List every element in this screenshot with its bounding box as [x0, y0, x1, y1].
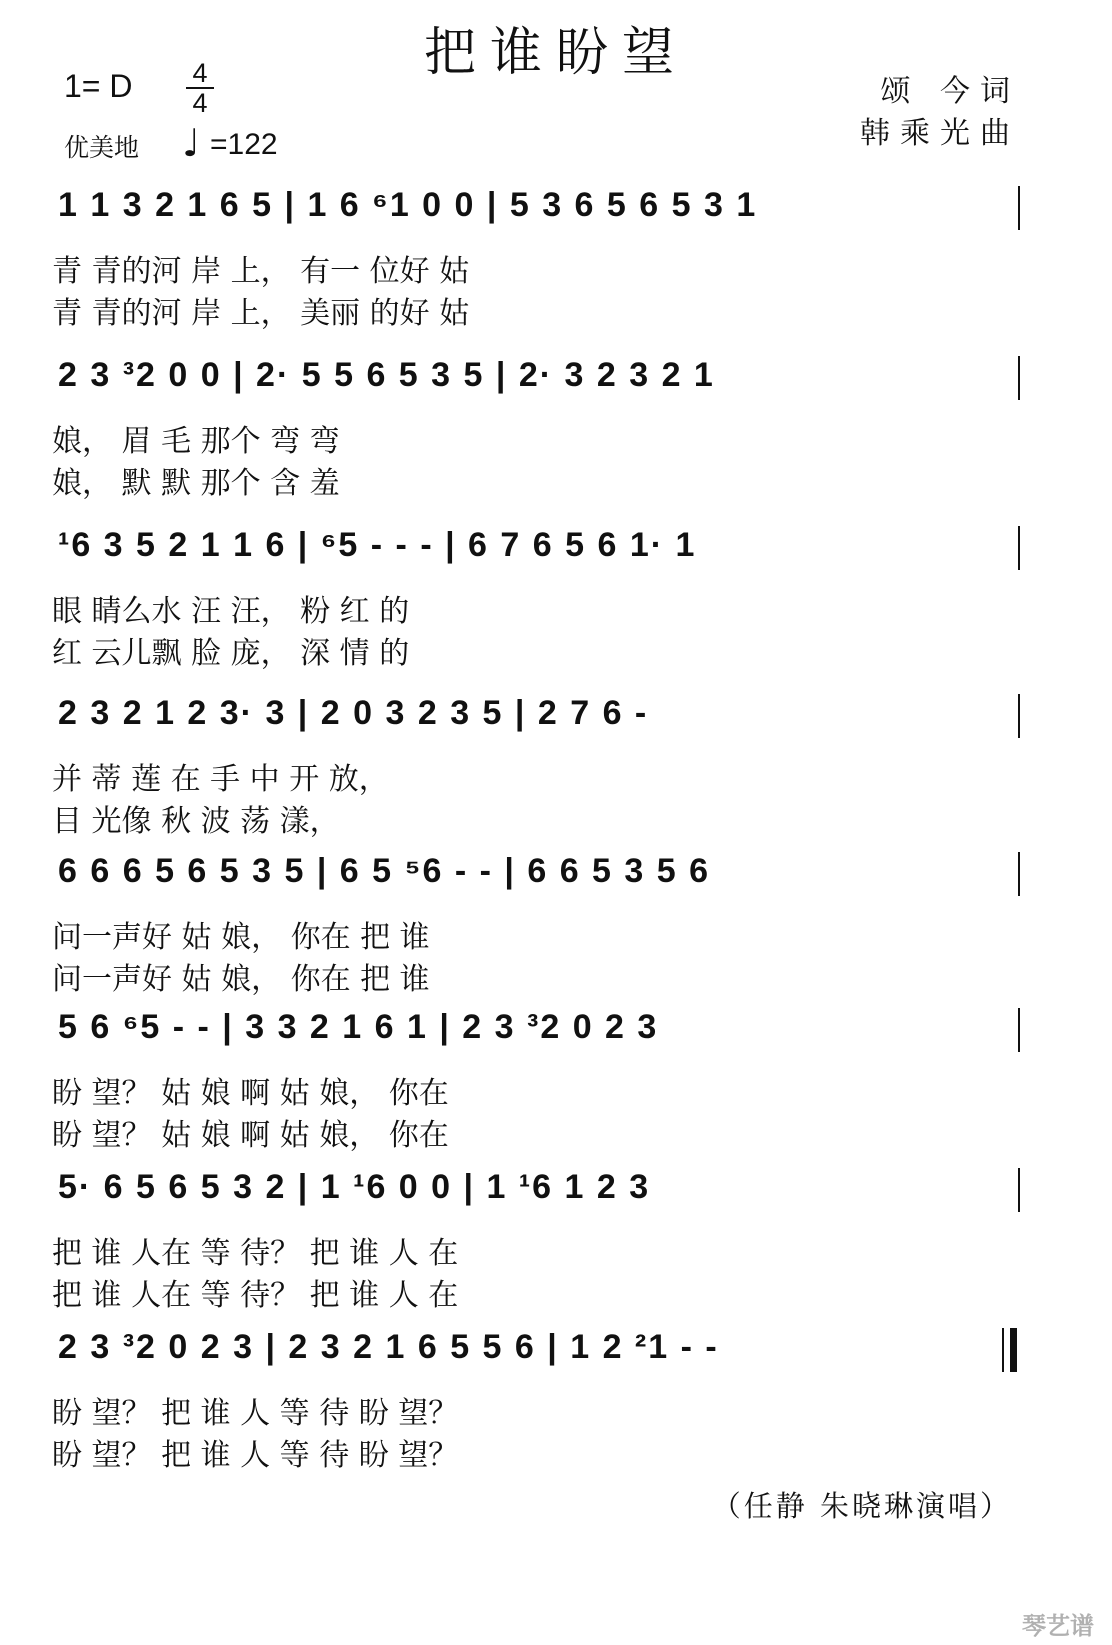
- lyrics-verse-1: 盼 望？ 姑 娘 啊 姑 娘， 你在: [52, 1076, 449, 1111]
- barline: [1018, 1008, 1020, 1052]
- time-bottom: 4: [192, 88, 208, 118]
- final-barline-thick: [1010, 1328, 1017, 1372]
- performers: （任静 朱晓琳演唱）: [711, 1489, 1012, 1523]
- quarter-note-icon: ♩: [182, 121, 200, 165]
- barline: [1018, 526, 1020, 570]
- score-row-6: [0, 1008, 1112, 1153]
- lyrics-verse-2: 盼 望？ 把 谁 人 等 待 盼 望？: [52, 1438, 459, 1473]
- notation-line: 2 3 ³2 0 2 3 | 2 3 2 1 6 5 5 6 | 1 2 ²1 - -: [58, 1328, 719, 1366]
- score-row-4: [0, 694, 1112, 839]
- lyrics-verse-1: 问一声好 姑 娘， 你在 把 谁: [52, 920, 430, 955]
- notation-line: 5· 6 5 6 5 3 2 | 1 ¹6 0 0 | 1 ¹6 1 2 3: [58, 1168, 651, 1206]
- score-row-8: [0, 1328, 1112, 1473]
- notation-line: ¹6 3 5 2 1 1 6 | ⁶5 - - - | 6 7 6 5 6 1· 1: [58, 526, 697, 564]
- song-title: 把谁盼望: [423, 23, 688, 83]
- notation-line: 2 3 ³2 0 0 | 2· 5 5 6 5 3 5 | 2· 3 2 3 2 1: [58, 356, 715, 394]
- key-signature: 1= D: [64, 68, 133, 104]
- barline: [1018, 356, 1020, 400]
- site-logo: 琴艺谱: [1022, 1612, 1094, 1640]
- lyricist: 颂 今词: [880, 74, 1020, 109]
- lyrics-verse-1: 眼 睛么水 汪 汪， 粉 红 的: [52, 594, 410, 629]
- score-row-7: [0, 1168, 1112, 1313]
- score-row-1: [0, 186, 1112, 331]
- score-row-2: [0, 356, 1112, 501]
- notation-line: 1 1 3 2 1 6 5 | 1 6 ⁶1 0 0 | 5 3 6 5 6 5 3 1: [58, 186, 758, 224]
- barline: [1018, 852, 1020, 896]
- notation-line: 6 6 6 5 6 5 3 5 | 6 5 ⁵6 - - | 6 6 5 3 5 6: [58, 852, 711, 890]
- notation-line: 5 6 ⁶5 - - | 3 3 2 1 6 1 | 2 3 ³2 0 2 3: [58, 1008, 659, 1046]
- lyrics-verse-2: 问一声好 姑 娘， 你在 把 谁: [52, 962, 430, 997]
- lyrics-verse-1: 青 青的河 岸 上， 有一 位好 姑: [52, 254, 470, 289]
- lyrics-verse-2: 目 光像 秋 波 荡 漾，: [52, 804, 340, 839]
- final-barline-thin: [1002, 1328, 1004, 1372]
- lyrics-verse-2: 青 青的河 岸 上， 美丽 的好 姑: [52, 296, 470, 331]
- score-row-3: [0, 526, 1112, 671]
- lyrics-verse-1: 把 谁 人在 等 待？ 把 谁 人 在: [52, 1236, 459, 1271]
- composer: 韩乘光曲: [860, 116, 1020, 151]
- time-signature: [186, 60, 214, 116]
- barline: [1018, 694, 1020, 738]
- lyrics-verse-2: 娘， 默 默 那个 含 羞: [52, 466, 340, 501]
- lyrics-verse-2: 把 谁 人在 等 待？ 把 谁 人 在: [52, 1278, 459, 1313]
- tempo-mark: =122: [210, 128, 278, 161]
- lyrics-verse-1: 盼 望？ 把 谁 人 等 待 盼 望？: [52, 1396, 459, 1431]
- lyrics-verse-2: 盼 望？ 姑 娘 啊 姑 娘， 你在: [52, 1118, 449, 1153]
- lyrics-verse-1: 并 蒂 莲 在 手 中 开 放，: [52, 762, 389, 797]
- score-row-5: [0, 852, 1112, 997]
- lyrics-verse-2: 红 云儿飘 脸 庞， 深 情 的: [52, 636, 410, 671]
- barline: [1018, 186, 1020, 230]
- time-top: 4: [192, 58, 208, 88]
- lyrics-verse-1: 娘， 眉 毛 那个 弯 弯: [52, 424, 340, 459]
- notation-line: 2 3 2 1 2 3· 3 | 2 0 3 2 3 5 | 2 7 6 -: [58, 694, 649, 732]
- expression-mark: 优美地: [64, 133, 140, 162]
- barline: [1018, 1168, 1020, 1212]
